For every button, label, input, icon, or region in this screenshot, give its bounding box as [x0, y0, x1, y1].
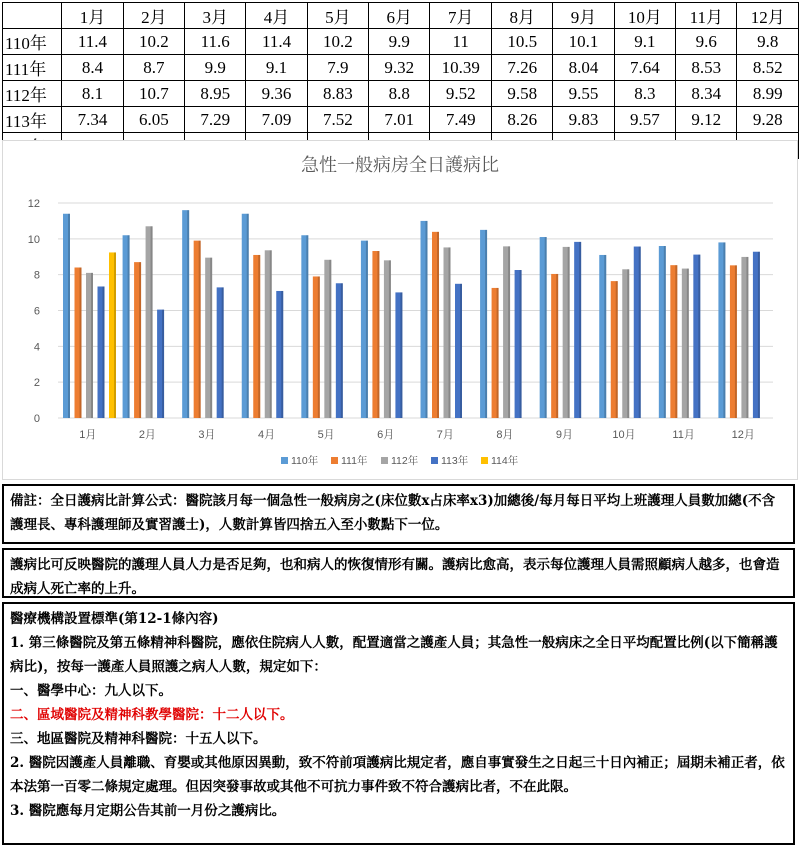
- y-tick-label: 6: [33, 305, 40, 318]
- value-cell: 8.53: [676, 55, 737, 81]
- month-header: 7月: [430, 3, 492, 29]
- legend-label: 113年: [441, 455, 469, 467]
- value-cell: 9.9: [185, 55, 246, 81]
- value-cell: 8.99: [737, 81, 799, 107]
- legend-swatch: [381, 457, 388, 464]
- y-tick-label: 0: [33, 413, 40, 425]
- month-header: 3月: [185, 3, 246, 29]
- bar-shade: [199, 241, 201, 418]
- month-header: 12月: [737, 3, 799, 29]
- value-cell: 10.5: [492, 29, 553, 55]
- bar-shade: [639, 247, 641, 418]
- month-header: 10月: [614, 3, 675, 29]
- bar-shade: [627, 269, 629, 418]
- value-cell: 7.01: [369, 107, 430, 133]
- value-cell: 11: [430, 29, 492, 55]
- value-cell: 10.2: [307, 29, 368, 55]
- x-tick-label: 7月: [436, 429, 454, 441]
- value-cell: 6.05: [123, 107, 184, 133]
- x-tick-label: 8月: [496, 429, 514, 441]
- value-cell: 10.1: [553, 29, 614, 55]
- value-cell: 7.49: [430, 107, 492, 133]
- bar-shade: [151, 226, 153, 418]
- bar-shade: [400, 292, 402, 418]
- value-cell: 8.95: [185, 81, 246, 107]
- value-cell: 9.57: [614, 107, 675, 133]
- bar-shade: [103, 286, 105, 418]
- value-cell: 7.52: [307, 107, 368, 133]
- value-cell: 9.32: [369, 55, 430, 81]
- year-label: 113年: [3, 107, 62, 133]
- x-tick-label: 9月: [555, 429, 574, 441]
- value-cell: 9.12: [676, 107, 737, 133]
- bar-shade: [568, 247, 570, 418]
- value-cell: 9.36: [246, 81, 307, 107]
- table-row: [3, 29, 799, 55]
- standard-item-a: 一、醫學中心：九人以下。: [10, 683, 172, 699]
- meaning-text: 護病比可反映醫院的護理人員人力是否足夠，也和病人的恢復情形有關。護病比愈高，表示每位護理人員需照顧病人越多，也會造成病人死亡率的上升。: [10, 557, 780, 597]
- value-cell: 9.8: [737, 29, 799, 55]
- bar-shade: [687, 269, 689, 418]
- bar-shade: [270, 250, 272, 418]
- data-table: [2, 2, 799, 159]
- legend-label: 112年: [391, 455, 419, 467]
- bar-shade: [91, 273, 93, 418]
- table-corner-cell: [3, 3, 62, 29]
- month-header: 6月: [369, 3, 430, 29]
- chart-title: 急性一般病房全日護病比: [301, 155, 499, 175]
- formula-note: [2, 484, 795, 544]
- bar-shade: [758, 252, 760, 418]
- year-label: 110年: [3, 29, 62, 55]
- legend-swatch: [431, 457, 438, 464]
- table-row: [3, 55, 799, 81]
- value-cell: 10.2: [123, 29, 184, 55]
- legend-swatch: [281, 457, 288, 464]
- bar-shade: [723, 242, 725, 418]
- value-cell: 7.26: [492, 55, 553, 81]
- bar-shade: [68, 214, 70, 418]
- x-tick-label: 1月: [79, 429, 97, 441]
- bar-shade: [437, 232, 439, 418]
- x-tick-label: 5月: [317, 429, 335, 441]
- bar-shade: [222, 287, 224, 418]
- value-cell: 11.6: [185, 29, 246, 55]
- bar-shade: [247, 214, 249, 418]
- value-cell: 8.04: [553, 55, 614, 81]
- value-cell: 8.34: [676, 81, 737, 107]
- x-tick-label: 6月: [377, 429, 395, 441]
- bar-shade: [497, 288, 499, 418]
- x-tick-label: 11月: [672, 429, 695, 441]
- bar-shade: [579, 242, 581, 418]
- value-cell: 7.34: [62, 107, 123, 133]
- year-label: 112年: [3, 81, 62, 107]
- bar-shade: [545, 237, 547, 418]
- value-cell: 8.4: [62, 55, 123, 81]
- bar-shade: [426, 221, 428, 418]
- bar-shade: [556, 274, 558, 418]
- bar-shade: [604, 255, 606, 418]
- y-tick-label: 12: [27, 198, 40, 210]
- y-tick-label: 4: [33, 341, 40, 354]
- standard-item3: 3. 醫院應每月定期公告其前一月份之護病比。: [10, 803, 286, 819]
- bar-shade: [341, 283, 343, 418]
- bar-shade: [258, 255, 260, 418]
- bar-shade: [616, 281, 618, 418]
- month-header: 2月: [123, 3, 184, 29]
- standard-item-b: 二、區域醫院及精神科教學醫院：十二人以下。: [10, 707, 294, 723]
- value-cell: 8.52: [737, 55, 799, 81]
- value-cell: 9.6: [676, 29, 737, 55]
- month-header: 8月: [492, 3, 553, 29]
- value-cell: 9.83: [553, 107, 614, 133]
- value-cell: 8.1: [62, 81, 123, 107]
- value-cell: 8.26: [492, 107, 553, 133]
- bar-shade: [735, 265, 737, 418]
- month-header: 4月: [246, 3, 307, 29]
- standard-title: 醫療機構設置標準(第12-1條內容): [10, 611, 219, 627]
- table-header-row: [3, 3, 799, 29]
- x-tick-label: 4月: [257, 429, 276, 441]
- value-cell: 8.7: [123, 55, 184, 81]
- bar-shade: [508, 246, 510, 418]
- formula-text: 備註：全日護病比計算公式：醫院該月每一個急性一般病房之(床位數x占床率x3)加總後/每月每日平均上班護理人員數加總(不含護理長、專科護理師及實習護士)，人數計算皆四捨五入至小數點下一位。: [10, 493, 776, 533]
- value-cell: 11.4: [62, 29, 123, 55]
- bar-shade: [366, 241, 368, 418]
- x-tick-label: 10月: [612, 429, 636, 441]
- y-tick-label: 10: [27, 233, 40, 246]
- y-tick-label: 8: [33, 269, 40, 282]
- value-cell: 11.4: [246, 29, 307, 55]
- bar-shade: [114, 252, 116, 418]
- standard-item2: 2. 醫院因護產人員離職、育嬰或其他原因異動，致不符前項護病比規定者，應自事實發生之日起三十日內補正；屆期未補正者，依本法第一百零二條規定處理。但因突發事故或其他不可抗力事件致不符合護病比者，不在此限。: [10, 755, 785, 795]
- value-cell: 7.09: [246, 107, 307, 133]
- bar-shade: [675, 265, 677, 418]
- month-header: 5月: [307, 3, 368, 29]
- value-cell: 9.1: [246, 55, 307, 81]
- bar-shade: [306, 235, 308, 418]
- bar-shade: [318, 276, 320, 418]
- bar-shade: [389, 260, 391, 418]
- value-cell: 9.9: [369, 29, 430, 55]
- value-cell: 10.7: [123, 81, 184, 107]
- value-cell: 9.1: [614, 29, 675, 55]
- table-row: [3, 107, 799, 133]
- legend-label: 111年: [341, 455, 368, 467]
- bar-shade: [80, 268, 82, 419]
- value-cell: 9.28: [737, 107, 799, 133]
- x-tick-label: 2月: [138, 429, 156, 441]
- bar-shade: [520, 270, 522, 418]
- year-label: 111年: [3, 55, 62, 81]
- legend-swatch: [331, 457, 338, 464]
- legend-swatch: [481, 457, 488, 464]
- legend-label: 114年: [491, 455, 519, 467]
- value-cell: 9.58: [492, 81, 553, 107]
- value-cell: 7.9: [307, 55, 368, 81]
- month-header: 9月: [553, 3, 614, 29]
- standard-note: [2, 602, 795, 845]
- value-cell: 8.83: [307, 81, 368, 107]
- bar-shade: [128, 235, 130, 418]
- bar-shade: [377, 251, 379, 418]
- bar-shade: [187, 210, 189, 418]
- value-cell: 8.3: [614, 81, 675, 107]
- bar-shade: [449, 247, 451, 418]
- bar-shade: [664, 246, 666, 418]
- value-cell: 10.39: [430, 55, 492, 81]
- value-cell: 8.8: [369, 81, 430, 107]
- value-cell: 9.55: [553, 81, 614, 107]
- table-row: [3, 81, 799, 107]
- value-cell: 7.29: [185, 107, 246, 133]
- value-cell: 9.52: [430, 81, 492, 107]
- standard-item1: 1. 第三條醫院及第五條精神科醫院，應依住院病人人數，配置適當之護產人員；其急性一般病床之全日平均配置比例(以下簡稱護病比)，按每一護產人員照護之病人人數，規定如下：: [10, 635, 778, 675]
- value-cell: 7.64: [614, 55, 675, 81]
- standard-item-c: 三、地區醫院及精神科醫院：十五人以下。: [10, 731, 267, 747]
- bar-shade: [162, 310, 164, 418]
- month-header: 1月: [62, 3, 123, 29]
- x-tick-label: 12月: [731, 429, 755, 441]
- bar-shade: [329, 260, 331, 418]
- bar-shade: [698, 255, 700, 418]
- legend-label: 110年: [291, 455, 319, 467]
- y-tick-label: 2: [33, 377, 40, 390]
- month-header: 11月: [676, 3, 737, 29]
- meaning-note: [2, 548, 795, 598]
- chart-container: [2, 140, 798, 480]
- bar-shade: [485, 230, 487, 418]
- bar-chart: [3, 141, 797, 479]
- bar-shade: [281, 291, 283, 418]
- bar-shade: [746, 257, 748, 418]
- x-tick-label: 3月: [198, 429, 216, 441]
- bar-shade: [460, 284, 462, 418]
- bar-shade: [210, 258, 212, 418]
- bar-shade: [139, 262, 141, 418]
